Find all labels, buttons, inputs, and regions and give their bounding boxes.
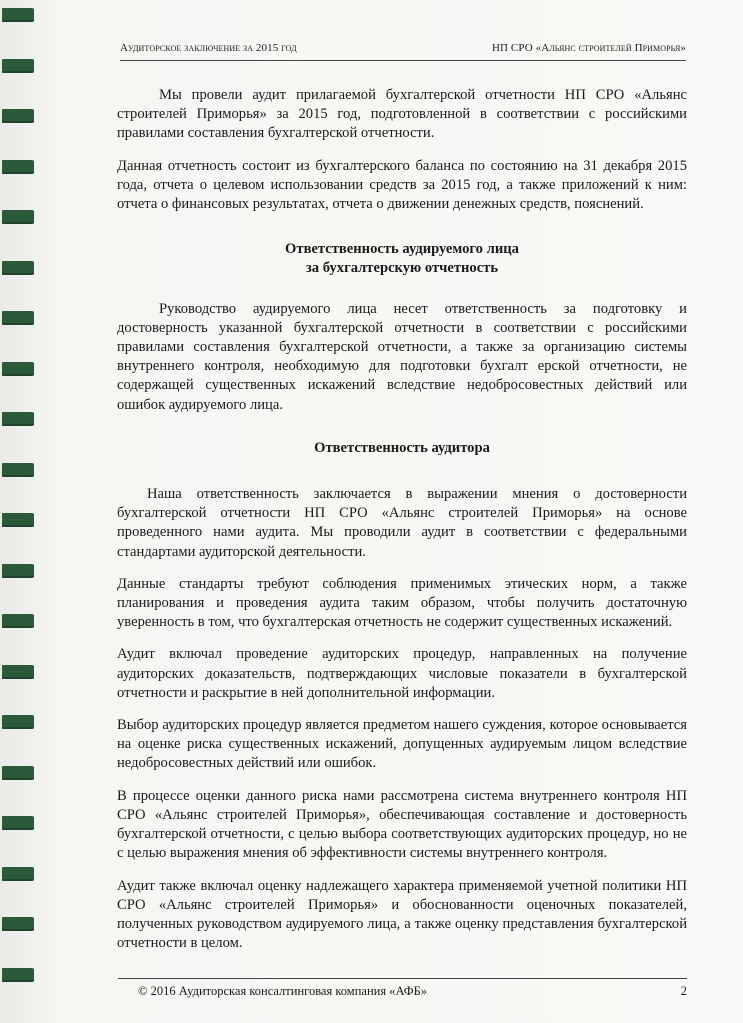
binding-ring <box>2 766 34 780</box>
binding-ring <box>2 665 34 679</box>
auditor-paragraph-6: Аудит также включал оценку надлежащего характера применяемой учетной политики НП СРО «Альянс строителей Приморья» и обоснованности оценочных показателей, полученных руководством аудируемого лица, а также оценку представления бухгалтерской отчетности в целом. <box>117 877 687 952</box>
page-footer <box>118 978 687 1009</box>
binding-ring <box>2 513 34 527</box>
intro-paragraph-1: Мы провели аудит прилагаемой бухгалтерской отчетности НП СРО «Альянс строителей Приморья» за 2015 год, подготовленной в соответствии с российскими правилами составления бухгалтерской отчетности. <box>117 87 687 142</box>
header-title-left: Аудиторское заключение за 2015 год <box>120 42 297 54</box>
binding-ring <box>2 109 34 123</box>
binding-ring <box>2 867 34 881</box>
spiral-binding <box>0 0 40 1023</box>
section-heading-auditor-text: Ответственность аудитора <box>314 439 490 456</box>
auditor-paragraph-3: Аудит включал проведение аудиторских процедур, направленных на получение аудиторских доказательств, подтверждающих числовые показатели в бухгалтерской отчетности и раскрытие в ней дополнительной информации. <box>117 646 687 701</box>
section-heading-management <box>117 240 687 278</box>
binding-ring <box>2 8 34 22</box>
auditor-paragraph-1: Наша ответственность заключается в выражении мнения о достоверности бухгалтерской отчетности НП СРО «Альянс строителей Приморья» на основе проведенного нами аудита. Мы проводили аудит в соответствии с федеральными стандартами аудиторской деятельности. <box>117 486 687 560</box>
binding-ring <box>2 59 34 73</box>
document-body <box>117 86 687 966</box>
auditor-paragraph-2: Данные стандарты требуют соблюдения применимых этических норм, а также планирования и проведения аудита таким образом, чтобы получить достаточную уверенность в том, что бухгалтерская отчетность не содержит существенных искажений. <box>117 575 687 631</box>
footer-copyright: © 2016 Аудиторская консалтинговая компания «АФБ» <box>138 984 428 998</box>
binding-ring <box>2 917 34 931</box>
page-header <box>120 40 686 61</box>
section-heading-line-2: за бухгалтерскую отчетность <box>305 260 499 277</box>
binding-ring <box>2 412 34 426</box>
binding-ring <box>2 463 34 477</box>
binding-ring <box>2 968 34 982</box>
auditor-paragraph-5: В процессе оценки данного риска нами рассмотрена система внутреннего контроля НП СРО «Альянс строителей Приморья», обеспечивающая составление и достоверность бухгалтерской отчетности, с целью выбора соответствующих аудиторских процедур, но не с целью выражения мнения об эффективности системы внутреннего контроля. <box>117 787 687 862</box>
auditor-paragraph-4: Выбор аудиторских процедур является предметом нашего суждения, которое основывается на оценке риска существенных искажений, допущенных аудируемым лицом вследствие недобросовестных действий или ошибок. <box>117 717 687 772</box>
binding-ring <box>2 614 34 628</box>
header-title-right: НП СРО «Альянс строителей Приморья» <box>491 42 686 54</box>
binding-ring <box>2 261 34 275</box>
binding-ring <box>2 816 34 830</box>
binding-ring <box>2 715 34 729</box>
binding-ring <box>2 564 34 578</box>
intro-paragraph-2: Данная отчетность состоит из бухгалтерского баланса по состоянию на 31 декабря 2015 года, отчета о целевом использовании средств за 2015 год, а также приложений к ним: отчета о финансовых результатах, отчета о движении денежных средств, пояснений. <box>117 157 687 213</box>
management-responsibility-paragraph: Руководство аудируемого лица несет ответственность за подготовку и достоверность указанной бухгалтерской отчетности в соответствии с российскими правилами составления бухгалтерской отчетности, а также за организацию системы внутреннего контроля, необходимую для подготовки бухгалт ерской отчетности, не содержащей существенных искажений вследствие недобросовестных действий или ошибок аудируемого лица. <box>117 300 687 413</box>
section-heading-line-1: Ответственность аудируемого лица <box>285 241 519 258</box>
binding-ring <box>2 362 34 376</box>
section-heading-auditor <box>117 439 687 458</box>
page-number: 2 <box>680 984 687 998</box>
binding-ring <box>2 210 34 224</box>
binding-ring <box>2 311 34 325</box>
binding-ring <box>2 160 34 174</box>
